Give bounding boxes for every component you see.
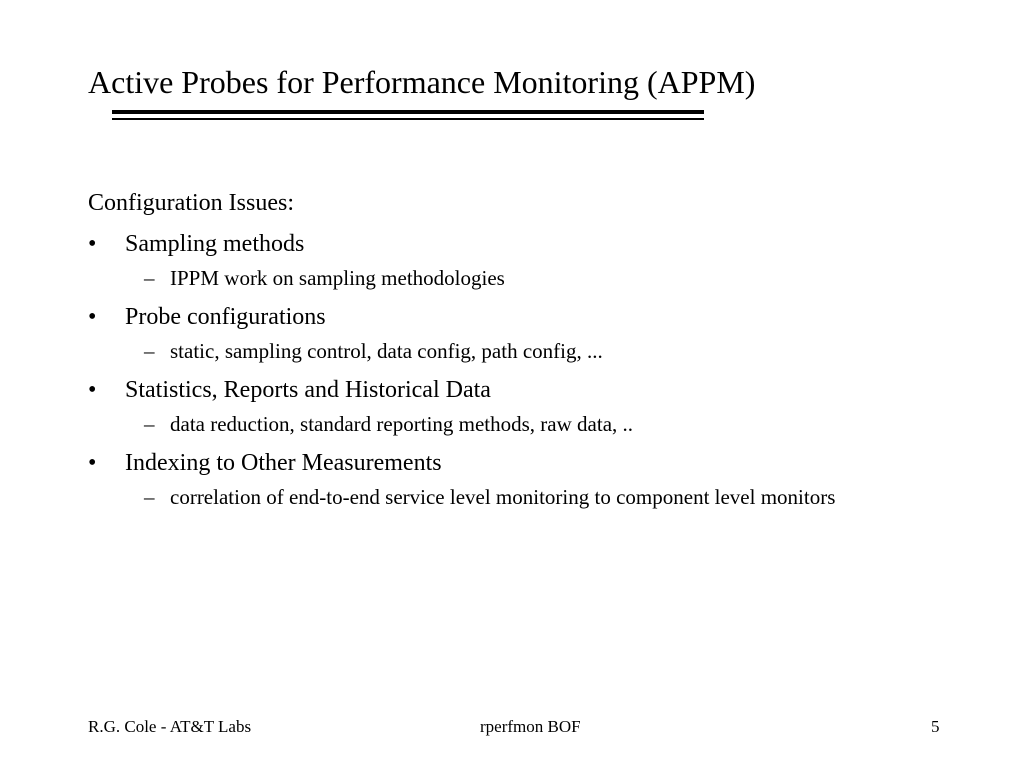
bullet-item — [88, 373, 968, 407]
sub-bullet-item — [88, 264, 910, 293]
footer-author: R.G. Cole - AT&T Labs — [88, 717, 252, 736]
page-number: 5 — [931, 717, 940, 736]
dash-icon: – — [144, 485, 155, 509]
bullet-text: Sampling methods — [125, 231, 305, 257]
bullet-text: Statistics, Reports and Historical Data — [125, 377, 491, 403]
bullet-item — [88, 227, 968, 261]
list-item — [88, 373, 968, 439]
dash-icon: – — [144, 339, 155, 363]
sub-bullet-text: correlation of end-to-end service level monitoring to component level monitors — [170, 485, 836, 509]
bullet-icon: • — [88, 231, 97, 257]
sub-bullet-text: static, sampling control, data config, path config, ... — [170, 339, 603, 363]
title-rule-thin — [112, 118, 704, 120]
bullet-icon: • — [88, 450, 97, 476]
slide-title: Active Probes for Performance Monitoring (APPM) — [88, 64, 756, 100]
list-item — [88, 300, 968, 366]
bullet-icon: • — [88, 377, 97, 403]
bullet-item — [88, 300, 968, 334]
bullet-item — [88, 446, 968, 480]
dash-icon: – — [144, 412, 155, 436]
sub-bullet-item — [88, 483, 910, 512]
list-item — [88, 446, 968, 512]
footer-event: rperfmon BOF — [480, 717, 581, 736]
sub-bullet-item — [88, 337, 910, 366]
bullet-text: Indexing to Other Measurements — [125, 450, 442, 476]
list-item — [88, 227, 968, 293]
title-rule-thick — [112, 110, 704, 114]
sub-bullet-text: IPPM work on sampling methodologies — [170, 266, 505, 290]
slide-body — [88, 186, 968, 512]
bullet-icon: • — [88, 304, 97, 330]
dash-icon: – — [144, 266, 155, 290]
sub-bullet-text: data reduction, standard reporting methods, raw data, .. — [170, 412, 634, 436]
section-heading: Configuration Issues: — [88, 190, 294, 216]
bullet-text: Probe configurations — [125, 304, 326, 330]
sub-bullet-item — [88, 410, 910, 439]
